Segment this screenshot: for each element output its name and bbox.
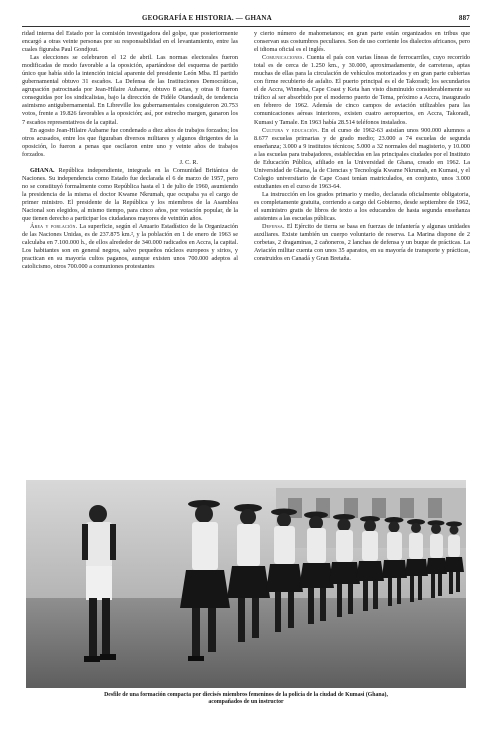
header-title: GEOGRAFÍA E HISTORIA. — GHANA — [142, 14, 272, 22]
building-window — [400, 498, 414, 518]
paragraph-body: En el curso de 1962-63 asistían unos 900.000 alumnos a 8.677 escuelas primarias y de grado medio; 23.000 a 74 escuelas de segunda enseñanza; 3.000 a 9 institutos técnicos; 5.000 a 32 normales del magisterio, y 10.000 a las escuelas para trabajadores, establecidas en las principales ciudades por el Instituto de Educación Pública, afiliado en la Universidad de Ghana, creado en 1962. La Universidad de Ghana, la de Ciencias y Tecnología Kwame Nkrumah, en Kumasi, y el Colegio universitario de Cape Coast tenían matriculados, en conjunto, unos 3.000 estudiantes en el curso de 1963-64. — [254, 126, 470, 190]
paragraph-body: La superficie, según el Anuario Estadístico de la Organización de las Naciones Unidas, es de 237.875 km.², y la población en 1 de enero de 1963 se calculaba en 7.100.000 h., de ellos alrededor de 340.000 radicados en Accra, la capital. Los habitantes son en general negros, salvo pequeños núcleos europeos y sirios, y practican en su mayoría cultos paganos, aunque existen unos 700.000 adeptos al catolicismo, otros 700.000 a comuniones protestantes — [22, 223, 238, 271]
subsection-heading: Área y población. — [30, 223, 78, 231]
section-heading: GHANA. — [30, 166, 55, 174]
left-column — [22, 30, 238, 271]
author-signature: J. C. R. — [179, 158, 198, 166]
paragraph: En agosto Jean-Hilaire Aubame fue condenado a diez años de trabajos forzados; los otros acusados, entre los que figuraban diversos militares y algunos dirigentes de la oposición, lo fueron a penas que oscilaron entre uno y veinte años de trabajos forzados. — [22, 126, 238, 158]
building-window — [372, 498, 386, 518]
page-number: 887 — [458, 14, 470, 22]
running-header — [22, 14, 470, 26]
paragraph — [254, 127, 470, 191]
caption-line: acompañados de un instructor — [208, 699, 284, 705]
paragraph — [254, 223, 470, 263]
subsection-heading: Comunicaciones. — [262, 54, 305, 62]
paragraph — [22, 167, 238, 223]
paragraph: Las elecciones se celebraron el 12 de abril. Las normas electorales fueron modificadas de modo favorable a la oposición, apartándose del esquema de partido único que había sido la intención inicial aparente del presidente León Mba. El partido gubernamental obtuvo 31 escaños. La Defensa de las Instituciones Democráticas, agrupación patrocinada por Jean-Hilaire Aubame, obtuvo 8 actas, y otras 8 fueron conseguidas por los sindicalistas, bajo la dirección de Fidèle Otandault, de tendencia asimismo antigubernamental. En Libreville los gubernamentales consiguieron 20.753 votos, frente a 19.826 favorables a la oposición; así, por estrecho margen, ganaron los 7 escaños representativos de la capital. — [22, 54, 238, 126]
photo-caption — [22, 692, 470, 706]
paragraph — [22, 223, 238, 271]
paragraph-body: Cuenta el país con varias líneas de ferrocarriles, cuyo recorrido total es de cerca de 1.250 km., y 30.000, aproximadamente, de carreteras, aptas muchas de ellas para la circulación de vehículos motorizados y en gran parte cubiertas con firme recubierto de asfalto. El puerto principal es el de Takoradi; los secundarios el de Accra, Winneba, Cape Coast y Keta han visto disminuido considerablemente su tráfico al ser absorbido por el moderno puerto de Tema, próximo a Accra, inaugurado en febrero de 1962. Además de cinco campos de aviación utilizables para las comunicaciones aéreas interiores, existen cuatro aeropuertos, en Accra, Takoradi, Kumasi y Tamale. En 1963 había 28.514 teléfonos instalados. — [254, 54, 471, 126]
paragraph — [254, 54, 470, 126]
page — [22, 14, 470, 714]
parade-photograph — [26, 480, 466, 688]
caption-line: Desfile de una formación compacta por diecisés miembros femeninos de la policía de la ciudad de Kumasi (Ghana), — [104, 692, 388, 698]
subsection-heading: Defensa. — [262, 223, 285, 231]
header-rule — [22, 26, 470, 27]
right-column — [254, 30, 470, 263]
paragraph-body: República independiente, integrada en la Comunidad Británica de Naciones. Su independencia como Estado fue declarada el 6 de marzo de 1957, pero no se constituyó formalmente como República hasta el 1 de julio de 1960, asumiendo la presidencia de la misma el doctor Kwame Nkrumah, que ocupaba ya el cargo de primer ministro. El presidente de la República y los miembros de la Asamblea Nacional son elegidos, al mismo tiempo, para cinco años, por votación popular, de la que tienen derecho a participar los ciudadanos mayores de veintiún años. — [22, 166, 238, 223]
building-window — [428, 498, 442, 518]
paragraph: ridad interna del Estado por la comisión investigadora del golpe, que posteriormente encargó a otras veinte personas por su responsabilidad en el levantamiento, entre las cuales figuraba Paul Gondjout. — [22, 30, 238, 54]
subsection-heading: Cultura y educación. — [262, 126, 320, 134]
paragraph: La instrucción en los grados primario y medio, declarada oficialmente obligatoria, es completamente gratuita, corriendo a cargo del Gobierno, desde septiembre de 1962, el suministro gratis de libros de texto a los educandos de hasta segunda enseñanza asistentes a las escuelas públicas. — [254, 190, 470, 223]
paragraph: y cierto número de mahometanos; en gran parte están organizados en tribus que conservan sus costumbres peculiares. Son de uso corriente los dialectos africanos, pero el idioma oficial es el inglés. — [254, 30, 470, 54]
paragraph-body: El Ejército de tierra se basa en fuerzas de infantería y algunas unidades auxiliares. Existe también un cuerpo voluntario de reserva. La Marina dispone de 2 corbetas, 2 dragaminas, 2 cañoneros, 2 lanchas de defensa y un buque de prácticas. La Aviación militar cuenta con unos 35 aparatos, en su mayoría de transporte y prácticas, construidos en Canadá y Gran Bretaña. — [254, 223, 471, 263]
